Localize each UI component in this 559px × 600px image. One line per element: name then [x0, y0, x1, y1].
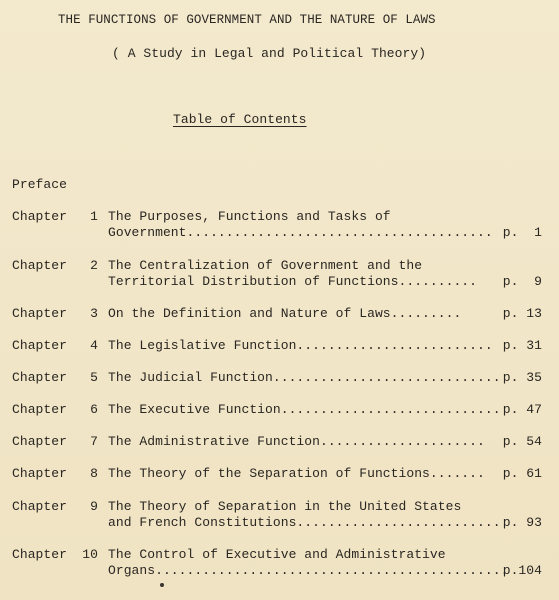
chapter-title-line-1: The Centralization of Government and the	[108, 258, 423, 273]
chapter-page-number: p. 54	[502, 434, 542, 449]
chapter-number: 3	[90, 306, 98, 321]
document-title: THE FUNCTIONS OF GOVERNMENT AND THE NATURE OF LAWS	[58, 13, 436, 27]
chapter-number: 10	[82, 547, 98, 562]
chapter-label: Chapter	[12, 258, 67, 273]
chapter-page-number: p. 61	[502, 466, 542, 481]
chapter-title-line-2: Organs.............................................	[108, 563, 509, 578]
chapter-label: Chapter	[12, 402, 67, 417]
chapter-number: 5	[90, 370, 98, 385]
chapter-number: 7	[90, 434, 98, 449]
chapter-title-line-1: The Executive Function............................	[108, 402, 501, 417]
chapter-number: 2	[90, 258, 98, 273]
chapter-title-line-2: Government.......................................	[108, 225, 493, 240]
chapter-title-line-2: Territorial Distribution of Functions..........	[108, 274, 478, 289]
chapter-label: Chapter	[12, 466, 67, 481]
chapter-number: 6	[90, 402, 98, 417]
chapter-page-number: p. 9	[502, 274, 542, 289]
chapter-label: Chapter	[12, 434, 67, 449]
chapter-title-line-1: The Administrative Function.....................	[108, 434, 485, 449]
chapter-number: 1	[90, 209, 98, 224]
chapter-label: Chapter	[12, 499, 67, 514]
document-subtitle: ( A Study in Legal and Political Theory)	[112, 46, 427, 61]
chapter-title-line-2: and French Constitutions..........................	[108, 515, 501, 530]
chapter-label: Chapter	[12, 338, 67, 353]
chapter-label: Chapter	[12, 306, 67, 321]
chapter-page-number: p. 93	[502, 515, 542, 530]
chapter-number: 8	[90, 466, 98, 481]
chapter-title-line-1: On the Definition and Nature of Laws.........	[108, 306, 462, 321]
chapter-title-line-1: The Theory of the Separation of Functions.......	[108, 466, 485, 481]
chapter-title-line-1: The Theory of Separation in the United States	[108, 499, 462, 514]
chapter-number: 9	[90, 499, 98, 514]
chapter-label: Chapter	[12, 209, 67, 224]
chapter-title-line-1: The Judicial Function.............................	[108, 370, 501, 385]
chapter-page-number: p. 13	[502, 306, 542, 321]
preface-entry: Preface	[12, 177, 67, 192]
chapter-page-number: p.104	[502, 563, 542, 578]
chapter-page-number: p. 1	[502, 225, 542, 240]
chapter-label: Chapter	[12, 370, 67, 385]
chapter-number: 4	[90, 338, 98, 353]
chapter-label: Chapter	[12, 547, 67, 562]
ink-mark	[160, 583, 164, 587]
chapter-page-number: p. 47	[502, 402, 542, 417]
chapter-title-line-1: The Control of Executive and Administrative	[108, 547, 446, 562]
chapter-title-line-1: The Purposes, Functions and Tasks of	[108, 209, 391, 224]
chapter-page-number: p. 35	[502, 370, 542, 385]
toc-heading: Table of Contents	[173, 112, 307, 127]
chapter-page-number: p. 31	[502, 338, 542, 353]
chapter-title-line-1: The Legislative Function.........................	[108, 338, 493, 353]
